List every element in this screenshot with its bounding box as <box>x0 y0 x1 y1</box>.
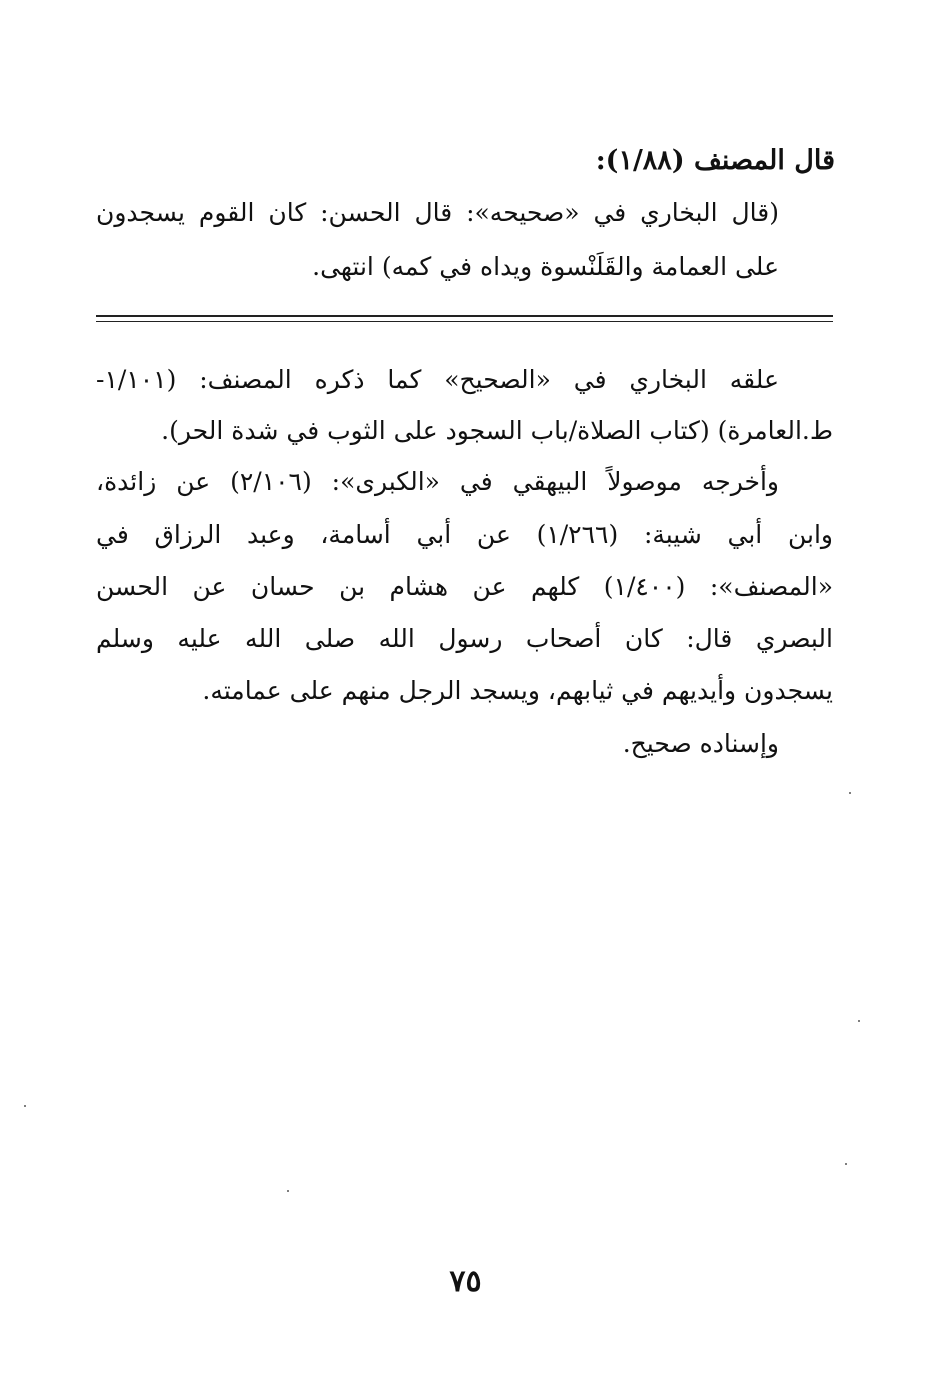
commentary-line-4: وابن أبي شيبة: (١/٢٦٦) عن أبي أسامة، وعبد الرزاق في <box>96 520 833 549</box>
quote-line-2: على العمامة والقَلَنْسوة ويداه في كمه) انتهى. <box>312 252 779 281</box>
commentary-line-2: ط.العامرة) (كتاب الصلاة/باب السجود على الثوب في شدة الحر). <box>161 416 833 445</box>
separator-rule-thick <box>96 315 833 317</box>
commentary-line-3: وأخرجه موصولاً البيهقي في «الكبرى»: (٢/١٠٦) عن زائدة، <box>96 467 779 496</box>
scan-speck <box>858 1020 860 1022</box>
commentary-line-6: البصري قال: كان أصحاب رسول الله صلى الله عليه وسلم <box>96 624 833 653</box>
commentary-line-1: علقه البخاري في «الصحيح» كما ذكره المصنف: (١/١٠١- <box>96 365 779 394</box>
commentary-line-8: وإسناده صحيح. <box>622 729 779 758</box>
scan-speck <box>24 1105 26 1107</box>
quote-line-1: (قال البخاري في «صحيحه»: قال الحسن: كان القوم يسجدون <box>96 198 779 227</box>
scan-speck <box>845 1163 847 1165</box>
separator-rule-thin <box>96 321 833 322</box>
scan-speck <box>287 1190 289 1192</box>
commentary-line-5: «المصنف»: (١/٤٠٠) كلهم عن هشام بن حسان عن الحسن <box>96 572 833 601</box>
section-heading: قال المصنف (١/٨٨): <box>595 145 835 176</box>
scan-speck <box>849 792 851 794</box>
commentary-line-7: يسجدون وأيديهم في ثيابهم، ويسجد الرجل منهم على عمامته. <box>202 676 833 705</box>
page-number: ٧٥ <box>449 1264 482 1299</box>
